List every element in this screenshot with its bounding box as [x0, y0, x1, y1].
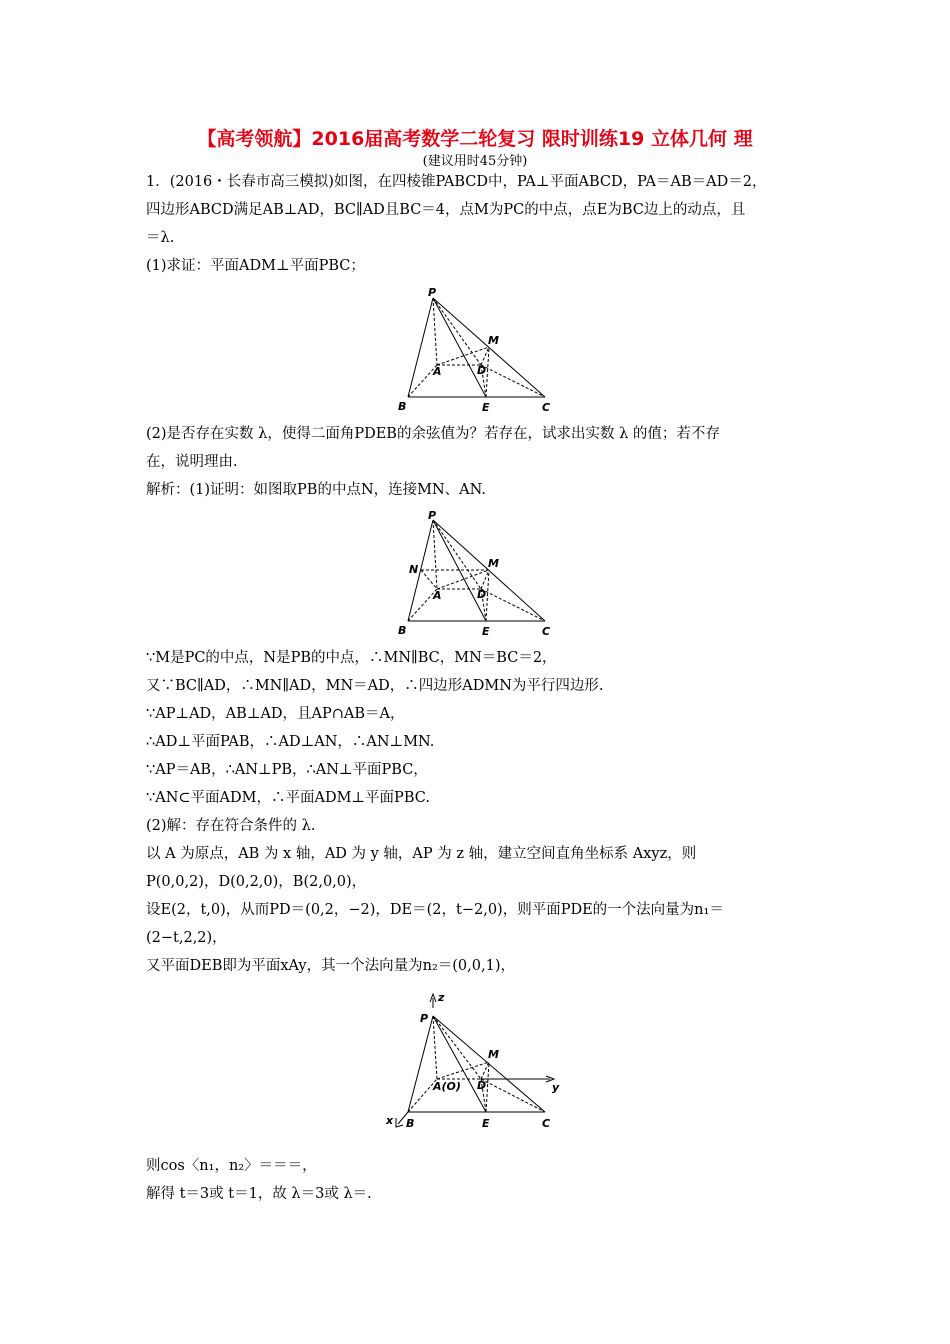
text-line: 又平面DEB即为平面xAy，其一个法向量为n₂＝(0,0,1)，	[146, 958, 515, 974]
text-line: 1．(2016・长春市高三模拟)如图，在四棱锥PABCD中，PA⊥平面ABCD，PA＝AB＝AD＝2，	[146, 174, 767, 190]
label-m: M	[488, 334, 499, 347]
text-line: 在，说明理由.	[146, 454, 238, 470]
text-line: ∵AP＝AB，∴AN⊥PB，∴AN⊥平面PBC，	[146, 762, 428, 778]
label-c: C	[542, 1117, 551, 1130]
label-b: B	[406, 1117, 415, 1130]
text-line: ∵AP⊥AD，AB⊥AD，且AP∩AB＝A，	[146, 706, 405, 722]
label-m: M	[488, 557, 499, 570]
label-e: E	[482, 625, 490, 638]
label-p: P	[420, 1012, 429, 1025]
label-d: D	[477, 588, 487, 601]
label-a: A	[433, 589, 442, 602]
text-line: 解得 t＝3或 t＝1，故 λ＝3或 λ＝.	[146, 1186, 372, 1202]
label-c: C	[542, 401, 551, 414]
label-d: D	[477, 364, 487, 377]
label-x: x	[386, 1114, 394, 1127]
text-line: ∵M是PC的中点，N是PB的中点，∴MN∥BC，MN＝BC＝2，	[146, 650, 557, 666]
label-e: E	[482, 1117, 490, 1130]
text-line: 四边形ABCD满足AB⊥AD，BC∥AD且BC＝4，点M为PC的中点，点E为BC边上的动点，且	[146, 202, 746, 218]
label-c: C	[542, 625, 551, 638]
text-line: (2)解：存在符合条件的 λ.	[146, 818, 316, 834]
page-title: 【高考领航】2016届高考数学二轮复习 限时训练19 立体几何 理	[197, 128, 753, 150]
coordinate-figure-3	[380, 988, 580, 1133]
text-line: 以 A 为原点，AB 为 x 轴，AD 为 y 轴，AP 为 z 轴，建立空间直角坐标系 Axyz，则	[146, 846, 697, 862]
label-e: E	[482, 401, 490, 414]
label-a: A	[433, 365, 442, 378]
label-b: B	[398, 400, 407, 413]
label-p: P	[428, 509, 437, 522]
text-line: P(0,0,2)，D(0,2,0)，B(2,0,0)，	[146, 874, 367, 890]
text-line: ＝λ.	[146, 230, 175, 246]
text-line: ∵AN⊂平面ADM，∴平面ADM⊥平面PBC.	[146, 790, 430, 806]
label-b: B	[398, 624, 407, 637]
pyramid-figure-1	[390, 283, 570, 418]
label-z: z	[438, 991, 445, 1004]
pyramid-figure-2	[390, 507, 570, 642]
label-p: P	[428, 286, 437, 299]
text-line: 设E(2，t,0)，从而PD＝(0,2，−2)，DE＝(2，t−2,0)，则平面PDE的一个法向量为n₁＝	[146, 902, 724, 918]
page-subtitle: (建议用时45分钟)	[422, 154, 528, 169]
label-n: N	[409, 563, 419, 576]
text-line: 又∵BC∥AD，∴MN∥AD，MN＝AD，∴四边形ADMN为平行四边形.	[146, 678, 604, 694]
text-line: (2−t,2,2)，	[146, 930, 227, 946]
text-line: 则cos〈n₁，n₂〉＝＝＝，	[146, 1158, 317, 1174]
label-m: M	[488, 1048, 499, 1061]
text-line: ∴AD⊥平面PAB，∴AD⊥AN，∴AN⊥MN.	[146, 734, 435, 750]
label-y: y	[552, 1081, 560, 1094]
text-line: (2)是否存在实数 λ，使得二面角PDEB的余弦值为？若存在，试求出实数 λ 的值；若不存	[146, 426, 720, 442]
text-line: 解析：(1)证明：如图取PB的中点N，连接MN、AN.	[146, 482, 487, 498]
text-line: (1)求证：平面ADM⊥平面PBC；	[146, 258, 365, 274]
label-d: D	[477, 1079, 487, 1092]
label-a: A(O)	[433, 1080, 461, 1093]
